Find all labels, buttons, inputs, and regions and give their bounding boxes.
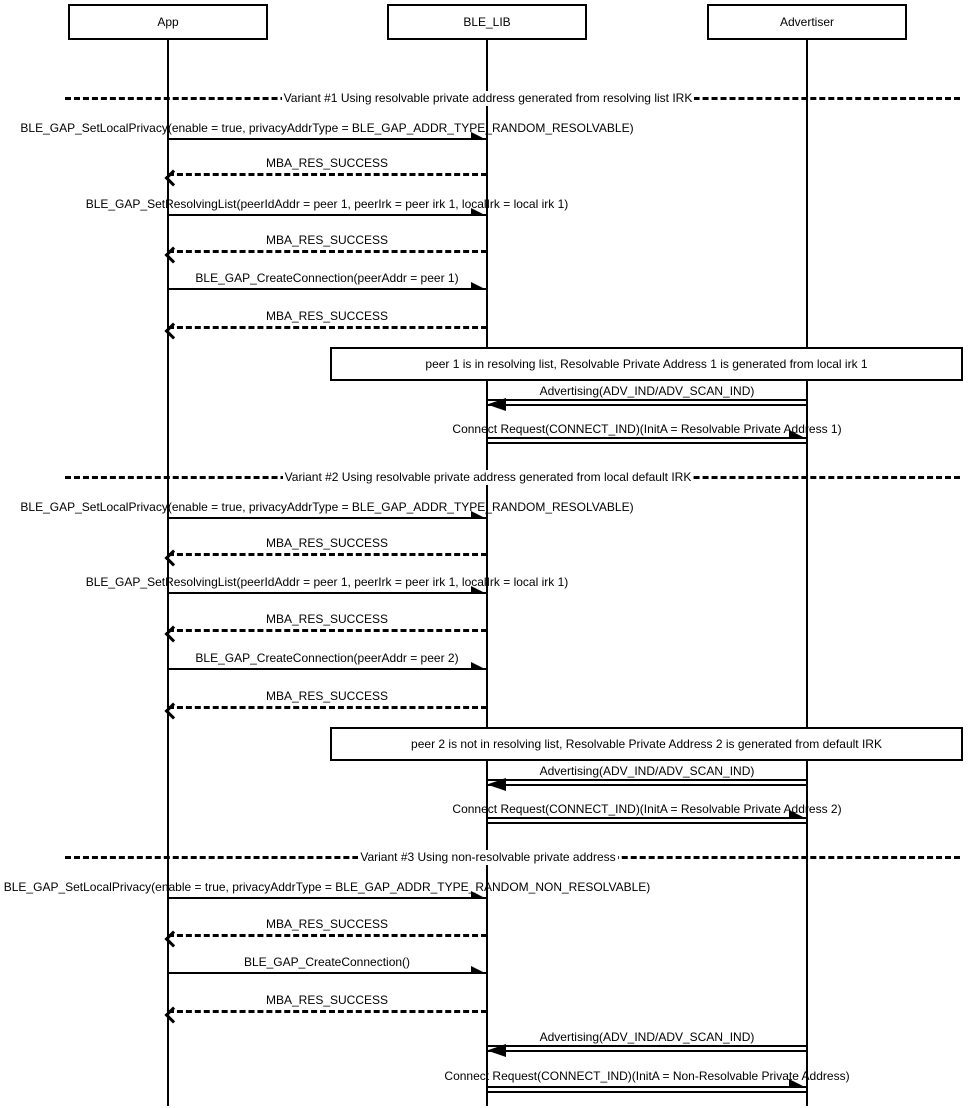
variant-2-divider-label: Variant #2 Using resolvable private address generated from local default IRK <box>284 470 692 484</box>
note <box>330 347 963 381</box>
message-arrow <box>168 250 487 253</box>
actor-ble-lib <box>387 4 587 40</box>
message-arrow <box>168 214 487 216</box>
message-label: Connect Request(CONNECT_IND)(InitA = Resolvable Private Address 2) <box>452 802 842 816</box>
message-arrow <box>487 779 807 786</box>
message-arrow <box>487 437 807 444</box>
arrowhead-left-icon <box>487 398 506 411</box>
message-label: Connect Request(CONNECT_IND)(InitA = Resolvable Private Address 1) <box>452 422 842 436</box>
message-label: Advertising(ADV_IND/ADV_SCAN_IND) <box>539 1030 755 1044</box>
variant-1-divider <box>0 91 976 106</box>
note <box>330 727 963 761</box>
message-label: BLE_GAP_CreateConnection(peerAddr = peer 2) <box>195 651 459 665</box>
message-arrow <box>168 668 487 670</box>
message-label: BLE_GAP_SetResolvingList(peerIdAddr = peer 1, peerIrk = peer irk 1, localIrk = local irk 1) <box>85 575 569 589</box>
variant-2-divider <box>0 470 976 485</box>
message-arrow <box>168 934 487 937</box>
message-arrow <box>168 326 487 329</box>
variant-1-divider-label: Variant #1 Using resolvable private address generated from resolving list IRK <box>283 91 693 105</box>
arrowhead-left-icon <box>487 778 506 791</box>
actor-app-label: App <box>157 15 179 29</box>
variant-3-divider <box>0 850 976 865</box>
message-arrow <box>168 706 487 709</box>
message-arrow <box>487 1086 807 1093</box>
message-arrow <box>168 138 487 140</box>
message-arrow <box>168 288 487 290</box>
message-label: BLE_GAP_SetResolvingList(peerIdAddr = peer 1, peerIrk = peer irk 1, localIrk = local irk 1) <box>85 197 569 211</box>
message-label: MBA_RES_SUCCESS <box>265 612 389 626</box>
actor-advertiser <box>707 4 907 40</box>
note-text: peer 1 is in resolving list, Resolvable Private Address 1 is generated from local irk 1 <box>425 357 868 371</box>
message-label: MBA_RES_SUCCESS <box>265 917 389 931</box>
note-text: peer 2 is not in resolving list, Resolvable Private Address 2 is generated from default IRK <box>411 737 882 751</box>
lifeline-advertiser <box>806 38 808 1106</box>
message-label: Advertising(ADV_IND/ADV_SCAN_IND) <box>539 384 755 398</box>
message-arrow <box>487 817 807 824</box>
message-arrow <box>168 897 487 899</box>
message-arrow <box>168 972 487 974</box>
message-label: BLE_GAP_CreateConnection(peerAddr = peer 1) <box>195 271 459 285</box>
message-label: MBA_RES_SUCCESS <box>265 689 389 703</box>
message-label: BLE_GAP_CreateConnection() <box>243 955 411 969</box>
message-arrow <box>168 1010 487 1013</box>
message-arrow <box>487 1045 807 1052</box>
message-arrow <box>168 592 487 594</box>
message-label: BLE_GAP_SetLocalPrivacy(enable = true, privacyAddrType = BLE_GAP_ADDR_TYPE_RANDOM_RESOLVABLE) <box>20 500 634 514</box>
actor-advertiser-label: Advertiser <box>779 15 835 29</box>
message-label: MBA_RES_SUCCESS <box>265 233 389 247</box>
message-arrow <box>168 173 487 176</box>
message-label: BLE_GAP_SetLocalPrivacy(enable = true, privacyAddrType = BLE_GAP_ADDR_TYPE_RANDOM_NON_RESOLVABLE) <box>3 880 651 894</box>
message-arrow <box>168 517 487 519</box>
message-label: MBA_RES_SUCCESS <box>265 993 389 1007</box>
message-label: MBA_RES_SUCCESS <box>265 309 389 323</box>
message-label: MBA_RES_SUCCESS <box>265 156 389 170</box>
message-label: Advertising(ADV_IND/ADV_SCAN_IND) <box>539 764 755 778</box>
message-arrow <box>168 553 487 556</box>
actor-ble-lib-label: BLE_LIB <box>463 15 511 29</box>
message-label: BLE_GAP_SetLocalPrivacy(enable = true, privacyAddrType = BLE_GAP_ADDR_TYPE_RANDOM_RESOLVABLE) <box>20 121 634 135</box>
message-arrow <box>168 629 487 632</box>
variant-3-divider-label: Variant #3 Using non-resolvable private address <box>360 850 616 864</box>
message-arrow <box>487 399 807 406</box>
actor-app <box>68 4 268 40</box>
message-label: Connect Request(CONNECT_IND)(InitA = Non-Resolvable Private Address) <box>444 1069 850 1083</box>
arrowhead-left-icon <box>487 1044 506 1057</box>
message-label: MBA_RES_SUCCESS <box>265 536 389 550</box>
